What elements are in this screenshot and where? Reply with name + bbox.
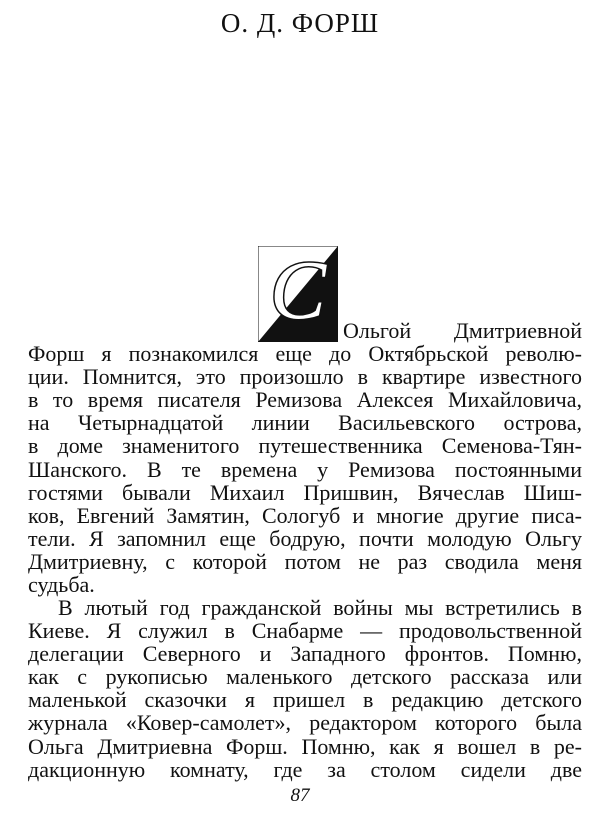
text-line: журнала «Ковер-самолет», редактором которого была bbox=[28, 710, 582, 736]
text-line: Форш я познакомился еще до Октябрьской револю- bbox=[28, 341, 582, 367]
text-line: тели. Я запомнил еще бодрую, почти молодую Ольгу bbox=[28, 525, 582, 551]
text-line: в то время писателя Ремизова Алексея Михайловича, bbox=[28, 387, 582, 413]
text-line: маленькой сказочки я пришел в редакцию детского bbox=[28, 687, 582, 713]
paragraph-1 bbox=[28, 319, 582, 596]
text-line: судьба. bbox=[28, 572, 95, 598]
text-line: Дмитриевну, с которой потом не раз сводила меня bbox=[28, 548, 582, 574]
text-line: гостями бывали Михаил Пришвин, Вячеслав Шиш- bbox=[28, 479, 582, 505]
text-line: В лютый год гражданской войны мы встретились в bbox=[58, 595, 582, 620]
text-line: на Четырнадцатой линии Васильевского острова, bbox=[28, 410, 582, 436]
text-line: Ольга Дмитриевна Форш. Помню, как я вошел в ре- bbox=[28, 733, 582, 759]
text-line: дакционную комнату, где за столом сидели две bbox=[28, 756, 582, 782]
text-line: в доме знаменитого путешественника Семенова-Тян- bbox=[28, 433, 582, 459]
text-line: Шанского. В те времена у Ремизова постоянными bbox=[28, 456, 582, 482]
text-line: ции. Помнится, это произошло в квартире известного bbox=[28, 364, 582, 390]
paragraph-2 bbox=[28, 596, 582, 781]
page-title: О. Д. ФОРШ bbox=[220, 8, 380, 38]
text-line: Ольгой Дмитриевной bbox=[343, 318, 582, 343]
text-line: ков, Евгений Замятин, Сологуб и многие другие писа- bbox=[28, 502, 582, 528]
text-line: Киеве. Я служил в Снабарме — продовольственной bbox=[28, 618, 582, 644]
page-number: 87 bbox=[290, 785, 310, 806]
text-line: как с рукописью маленького детского рассказа или bbox=[28, 664, 582, 690]
drop-cap-letter: С bbox=[269, 246, 327, 337]
text-line: делегации Северного и Западного фронтов. Помню, bbox=[28, 641, 582, 667]
